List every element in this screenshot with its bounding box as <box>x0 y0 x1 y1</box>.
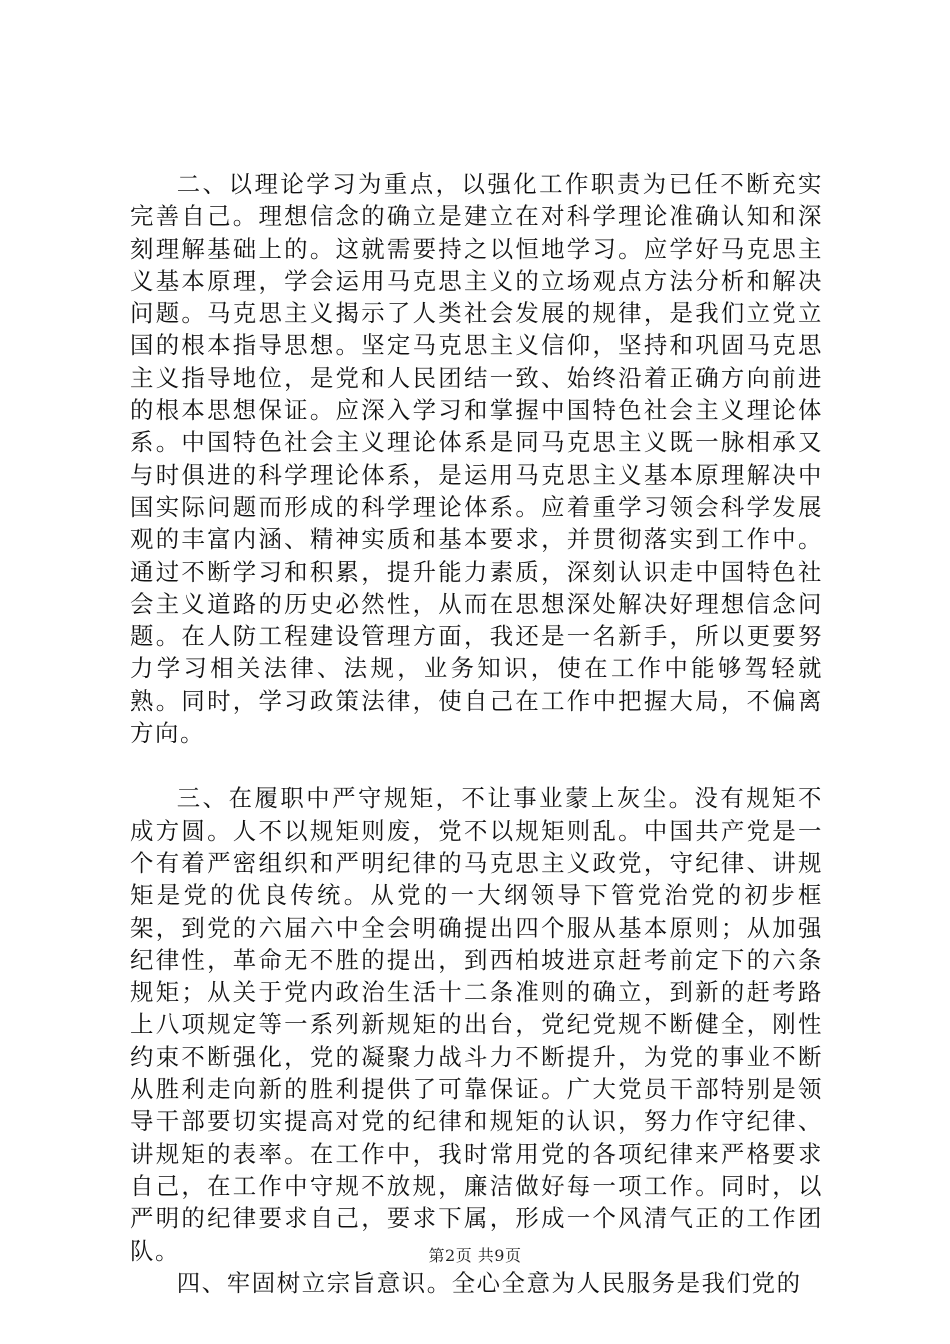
paragraph-section-3: 三、在履职中严守规矩，不让事业蒙上灰尘。没有规矩不成方圆。人不以规矩则废，党不以规矩则乱。中国共产党是一个有着严密组织和严明纪律的马克思主义政党，守纪律、讲规矩是党的优良传统。从党的一大纲领导下管党治党的初步框架，到党的六届六中全会明确提出四个服从基本原则；从加强纪律性，革命无不胜的提出，到西柏坡进京赶考前定下的六条规矩；从关于党内政治生活十二条准则的确立，到新的赶考路上八项规定等一系列新规矩的出台，党纪党规不断健全，刚性约束不断强化，党的凝聚力战斗力不断提升，为党的事业不断从胜利走向新的胜利提供了可靠保证。广大党员干部特别是领导干部要切实提高对党的纪律和规矩的认识，努力作守纪律、讲规矩的表率。在工作中，我时常用党的各项纪律来严格要求自己，在工作中守规不放规，廉洁做好每一项工作。同时，以严明的纪律要求自己，要求下属，形成一个风清气正的工作团队。 <box>130 784 823 1265</box>
document-body <box>130 168 823 1299</box>
paragraph-section-2: 二、以理论学习为重点，以强化工作职责为已任不断充实完善自己。理想信念的确立是建立在对科学理论准确认知和深刻理解基础上的。这就需要持之以恒地学习。应学好马克思主义基本原理，学会运用马克思主义的立场观点方法分析和解决问题。马克思主义揭示了人类社会发展的规律，是我们立党立国的根本指导思想。坚定马克思主义信仰，坚持和巩固马克思主义指导地位，是党和人民团结一致、始终沿着正确方向前进的根本思想保证。应深入学习和掌握中国特色社会主义理论体系。中国特色社会主义理论体系是同马克思主义既一脉相承又与时俱进的科学理论体系，是运用马克思主义基本原理解决中国实际问题而形成的科学理论体系。应着重学习领会科学发展观的丰富内涵、精神实质和基本要求，并贯彻落实到工作中。通过不断学习和积累，提升能力素质，深刻认识走中国特色社会主义道路的历史必然性，从而在思想深处解决好理想信念问题。在人防工程建设管理方面，我还是一名新手，所以更要努力学习相关法律、法规，业务知识，使在工作中能够驾轻就熟。同时，学习政策法律，使自己在工作中把握大局，不偏离方向。 <box>130 170 823 748</box>
page-number-footer: 第2页 共9页 <box>428 1246 522 1265</box>
paragraph-section-4: 四、牢固树立宗旨意识。全心全意为人民服务是我们党的 <box>176 1268 802 1297</box>
